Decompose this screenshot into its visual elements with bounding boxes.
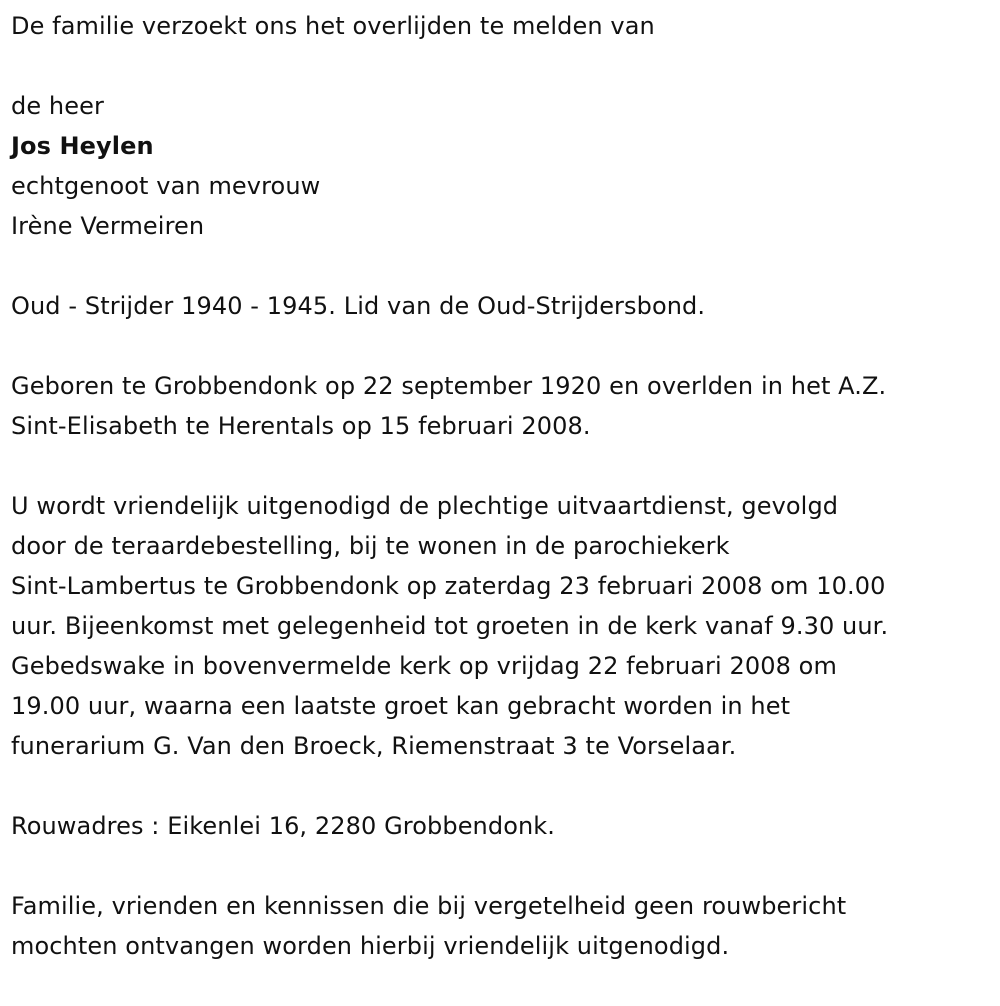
paragraph-line: Rouwadres : Eikenlei 16, 2280 Grobbendonk. xyxy=(11,812,556,840)
paragraph-line: door de teraardebestelling, bij te wonen in de parochiekerk xyxy=(11,532,730,560)
spacer xyxy=(11,46,1000,86)
spouse-label: echtgenoot van mevrouw xyxy=(11,172,321,200)
spacer xyxy=(11,246,1000,286)
paragraph-line: Sint-Elisabeth te Herentals op 15 februari 2008. xyxy=(11,412,591,440)
paragraph-line: U wordt vriendelijk uitgenodigd de plechtige uitvaartdienst, gevolgd xyxy=(11,492,839,520)
spacer xyxy=(11,766,1000,806)
spacer xyxy=(11,446,1000,486)
veteran-paragraph xyxy=(11,286,1000,326)
deceased-name: Jos Heylen xyxy=(11,132,154,160)
paragraph-line: Geboren te Grobbendonk op 22 september 1920 en overlden in het A.Z. xyxy=(11,372,887,400)
paragraph-line: Sint-Lambertus te Grobbendonk op zaterdag 23 februari 2008 om 10.00 xyxy=(11,572,886,600)
paragraph-line: uur. Bijeenkomst met gelegenheid tot groeten in de kerk vanaf 9.30 uur. xyxy=(11,612,889,640)
spacer xyxy=(11,846,1000,886)
salutation: de heer xyxy=(11,92,104,120)
paragraph-line: Oud - Strijder 1940 - 1945. Lid van de Oud-Strijdersbond. xyxy=(11,292,706,320)
paragraph-line: mochten ontvangen worden hierbij vriendelijk uitgenodigd. xyxy=(11,932,730,960)
paragraph-line: Gebedswake in bovenvermelde kerk op vrijdag 22 februari 2008 om xyxy=(11,652,837,680)
intro-text: De familie verzoekt ons het overlijden te melden van xyxy=(11,12,655,40)
paragraph-line: funerarium G. Van den Broeck, Riemenstraat 3 te Vorselaar. xyxy=(11,732,737,760)
mourning-address-paragraph xyxy=(11,806,1000,846)
service-paragraph xyxy=(11,486,1000,766)
birth-death-paragraph xyxy=(11,366,1000,446)
paragraph-line: 19.00 uur, waarna een laatste groet kan gebracht worden in het xyxy=(11,692,791,720)
paragraph-line: Familie, vrienden en kennissen die bij vergetelheid geen rouwbericht xyxy=(11,892,847,920)
closing-paragraph xyxy=(11,886,1000,966)
spouse-name: Irène Vermeiren xyxy=(11,212,205,240)
spacer xyxy=(11,326,1000,366)
